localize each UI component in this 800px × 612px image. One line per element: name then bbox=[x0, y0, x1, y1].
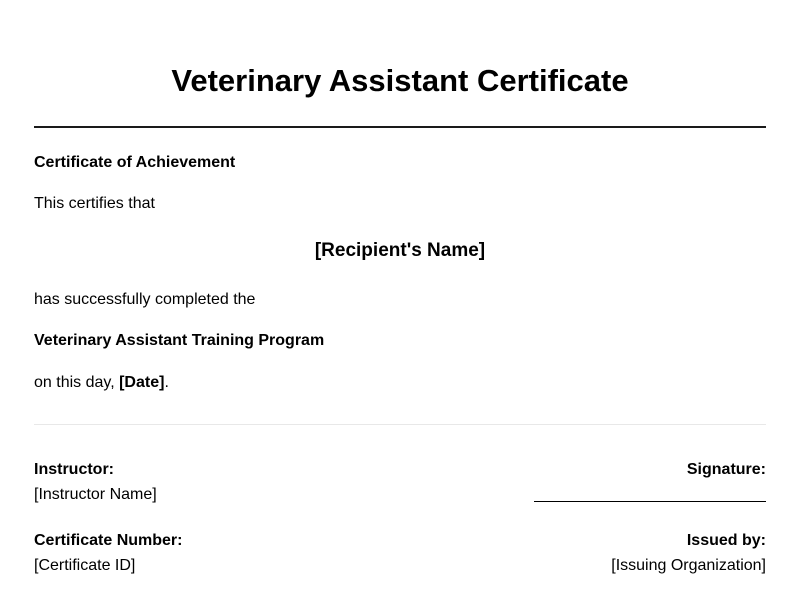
program-name: Veterinary Assistant Training Program bbox=[34, 332, 325, 349]
date-line bbox=[34, 373, 169, 393]
certificate-page bbox=[34, 0, 766, 612]
certificate-number-label: Certificate Number: bbox=[34, 532, 183, 549]
date-suffix: . bbox=[164, 374, 169, 391]
certificate-subtitle: Certificate of Achievement bbox=[34, 154, 236, 171]
instructor-value: [Instructor Name] bbox=[34, 486, 157, 503]
certificate-title: Veterinary Assistant Certificate bbox=[171, 63, 629, 98]
section-divider bbox=[34, 424, 766, 425]
title-divider bbox=[34, 126, 766, 128]
issued-by-value: [Issuing Organization] bbox=[611, 557, 766, 574]
date-value: [Date] bbox=[119, 374, 165, 391]
certificate-number-value: [Certificate ID] bbox=[34, 557, 136, 574]
recipient-name: [Recipient's Name] bbox=[314, 240, 486, 261]
certifies-text: This certifies that bbox=[34, 195, 155, 212]
date-prefix: on this day, bbox=[34, 374, 120, 391]
signature-label: Signature: bbox=[686, 461, 766, 478]
signature-line bbox=[534, 501, 766, 502]
completed-text: has successfully completed the bbox=[34, 291, 256, 308]
issued-by-label: Issued by: bbox=[686, 532, 766, 549]
instructor-label: Instructor: bbox=[34, 461, 114, 478]
